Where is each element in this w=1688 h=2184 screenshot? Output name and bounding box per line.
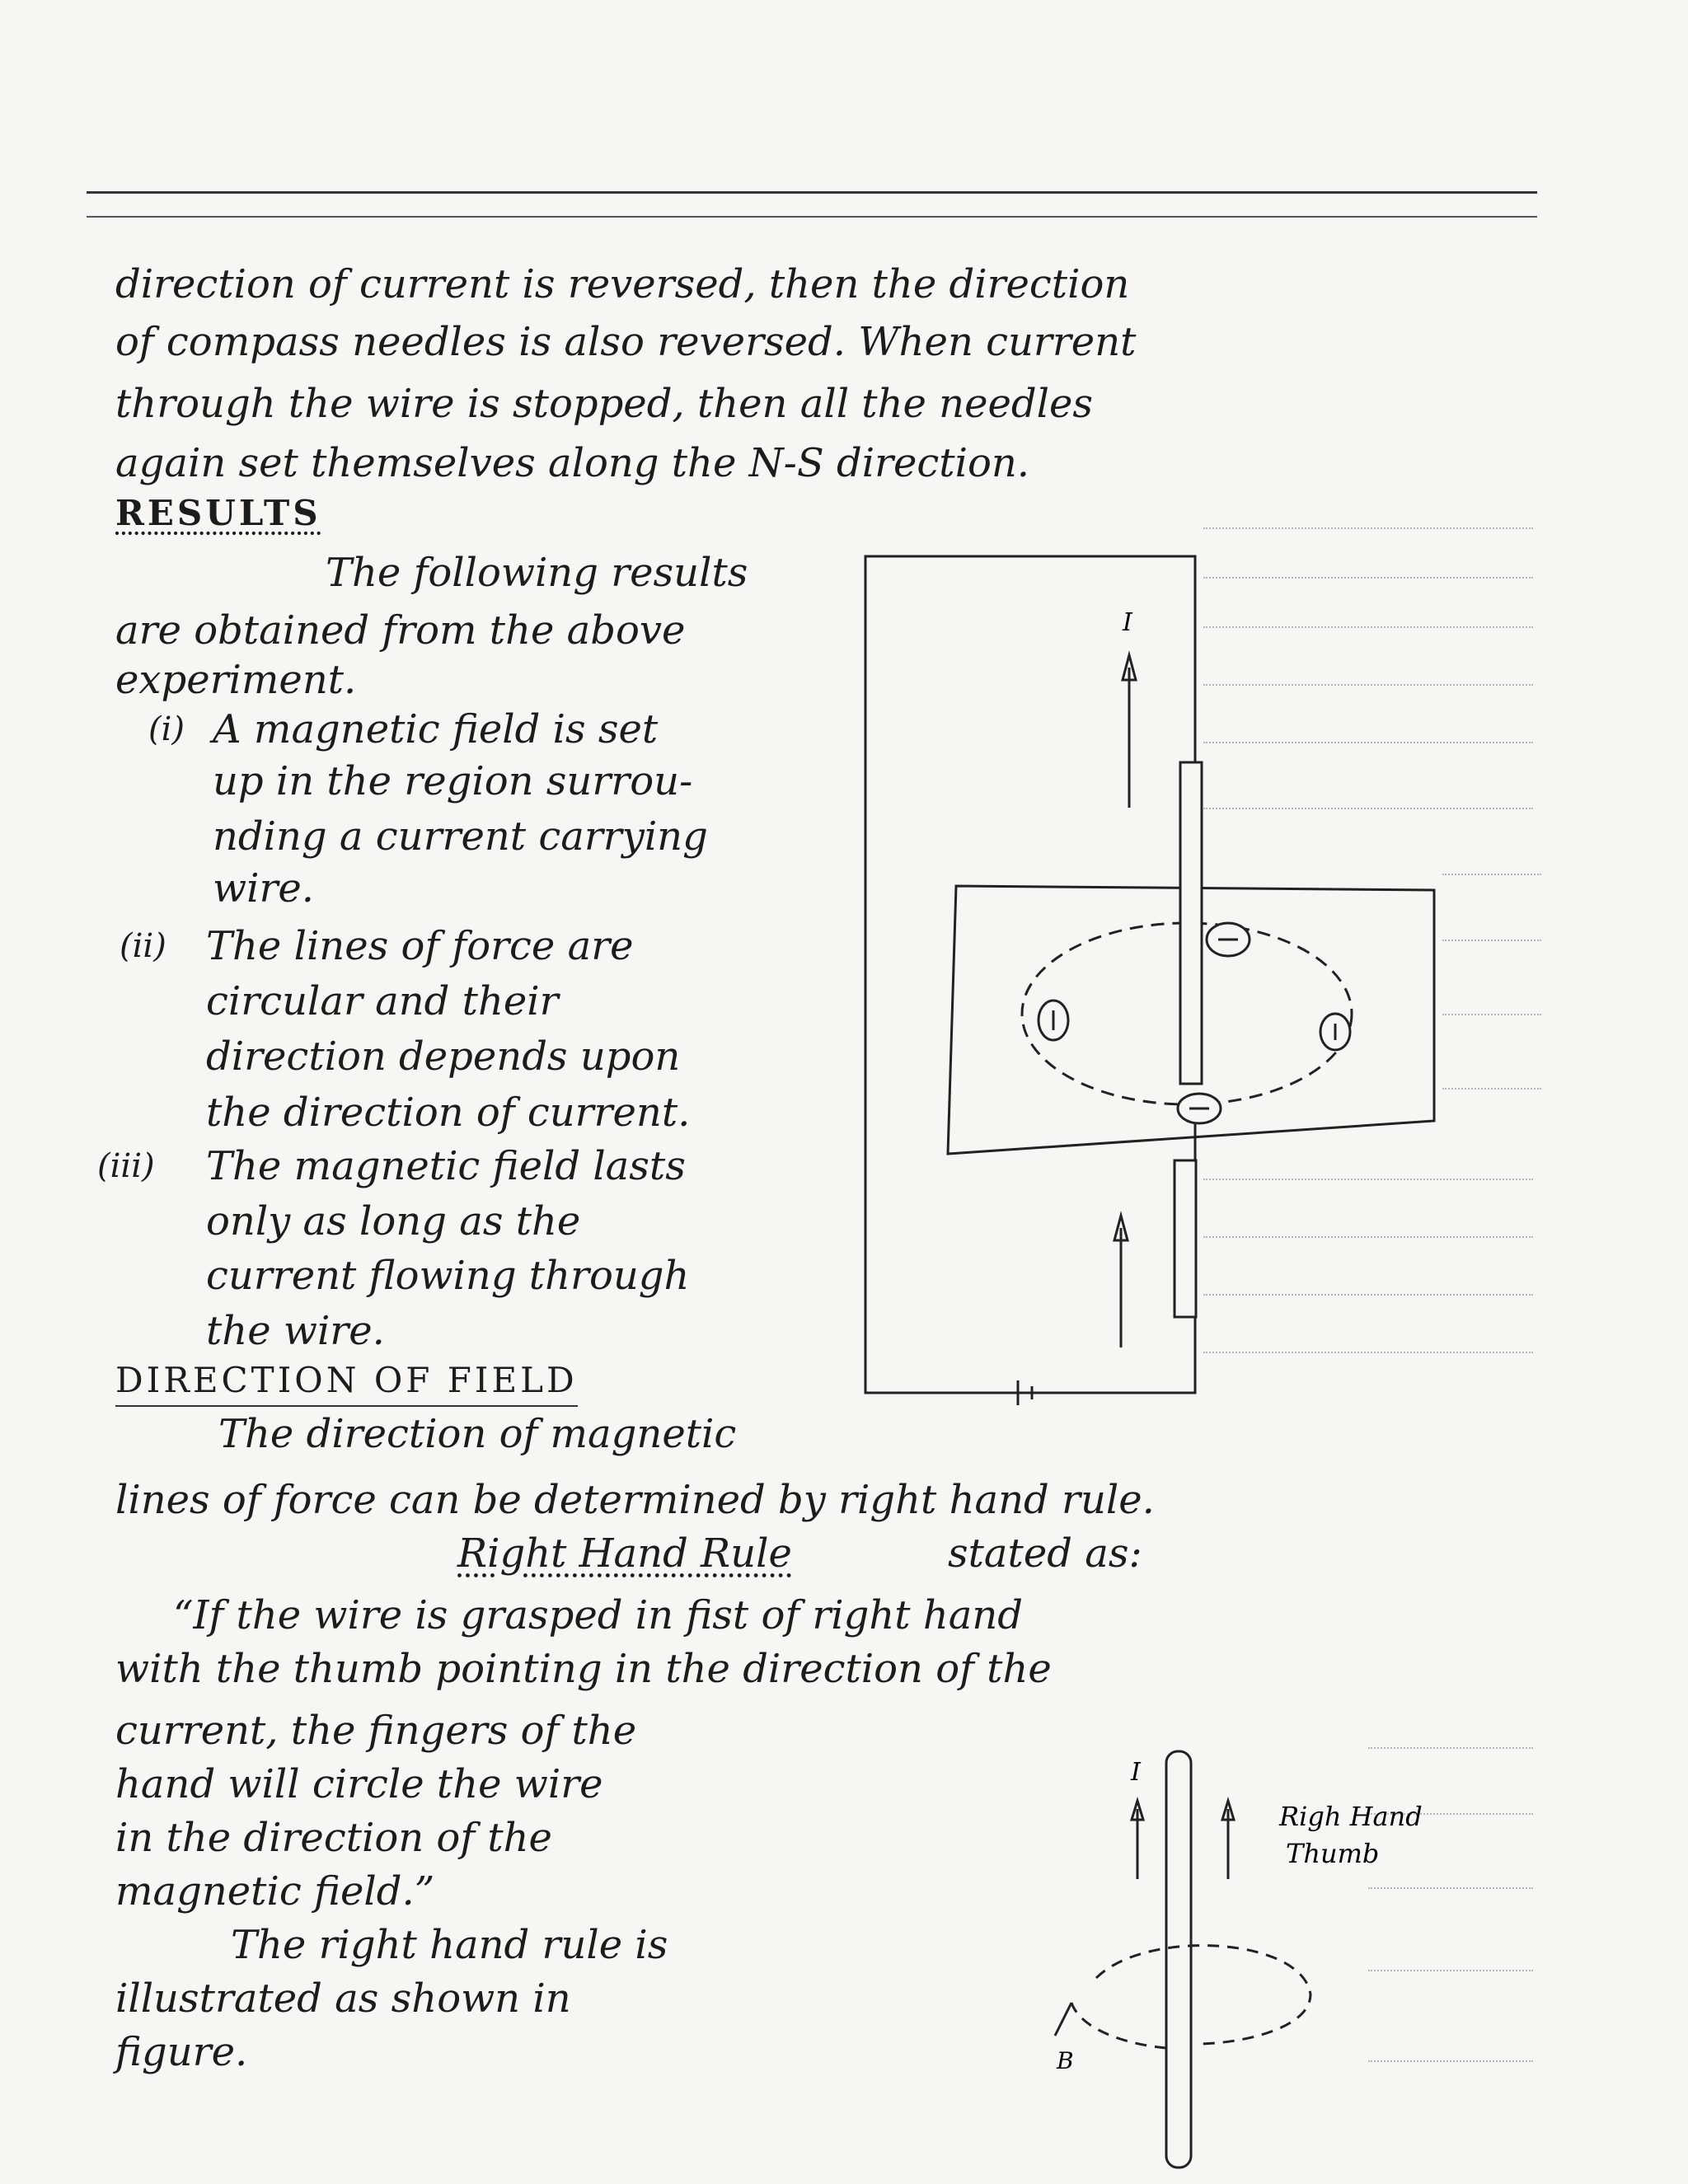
result-item-line: The lines of force are — [206, 923, 634, 969]
intro-line: again set themselves along the N-S direction. — [115, 440, 1030, 486]
conductor-wire-upper — [1180, 762, 1202, 1084]
quote-line: current, the fingers of the — [115, 1708, 637, 1754]
quote-line: with the thumb pointing in the direction of the — [115, 1646, 1052, 1692]
compass-needle — [1039, 1001, 1068, 1040]
result-item-line: The magnetic field lasts — [206, 1143, 686, 1189]
result-item-line: A magnetic field is set — [213, 706, 659, 752]
result-item-line: only as long as the — [206, 1198, 581, 1244]
result-item-line: the wire. — [206, 1308, 385, 1354]
result-marker: (iii) — [97, 1147, 155, 1185]
results-intro-line: The following results — [326, 550, 748, 596]
result-item-line: nding a current carrying — [213, 813, 708, 860]
results-heading: RESULTS — [115, 493, 321, 533]
closing-line: figure. — [115, 2029, 248, 2075]
direction-line: The direction of magnetic — [218, 1411, 737, 1457]
compass-needle — [1207, 923, 1250, 956]
quote-line: hand will circle the wire — [115, 1761, 603, 1807]
current-label-top: I — [1123, 608, 1132, 637]
closing-line: illustrated as shown in — [115, 1975, 571, 2022]
thumb-label: Righ Hand — [1279, 1801, 1423, 1832]
result-item-line: up in the region surrou- — [213, 758, 693, 804]
rule-title-suffix: stated as: — [948, 1530, 1142, 1577]
result-item-line: circular and their — [206, 978, 559, 1024]
intro-line: through the wire is stopped, then all the needles — [115, 381, 1094, 427]
result-item-line: current flowing through — [206, 1253, 690, 1299]
compass-needle — [1320, 1014, 1350, 1050]
result-item-line: wire. — [213, 865, 315, 912]
direction-line: lines of force can be determined by right hand rule. — [115, 1477, 1155, 1523]
result-item-line: the direction of current. — [206, 1090, 691, 1136]
field-arrow — [1055, 2003, 1071, 2036]
quote-line: in the direction of the — [115, 1815, 552, 1861]
direction-heading: DIRECTION OF FIELD — [115, 1360, 578, 1407]
right-hand-rule-figure — [1039, 1731, 1500, 2176]
results-intro-line: experiment. — [115, 657, 357, 703]
result-marker: (i) — [148, 710, 185, 748]
closing-line: The right hand rule is — [231, 1922, 668, 1968]
current-label: I — [1131, 1758, 1141, 1787]
results-intro-line: are obtained from the above — [115, 607, 686, 654]
quote-line: magnetic field.” — [115, 1868, 435, 1915]
conductor-wire-lower — [1175, 1160, 1196, 1317]
intro-line: direction of current is reversed, then the direction — [115, 261, 1130, 307]
thumb-label: Thumb — [1286, 1838, 1380, 1869]
field-label: B — [1057, 2047, 1074, 2074]
compass-needle — [1178, 1094, 1221, 1123]
rule-title: Right Hand Rule — [457, 1530, 792, 1577]
result-item-line: direction depends upon — [206, 1033, 681, 1080]
circuit-wire — [865, 556, 1195, 1393]
result-marker: (ii) — [120, 927, 166, 965]
intro-line: of compass needles is also reversed. When current — [115, 319, 1137, 365]
conductor-wire — [1166, 1751, 1191, 2168]
magnetic-field-figure — [857, 544, 1451, 1418]
quote-line: “If the wire is grasped in fist of right hand — [173, 1592, 1024, 1638]
